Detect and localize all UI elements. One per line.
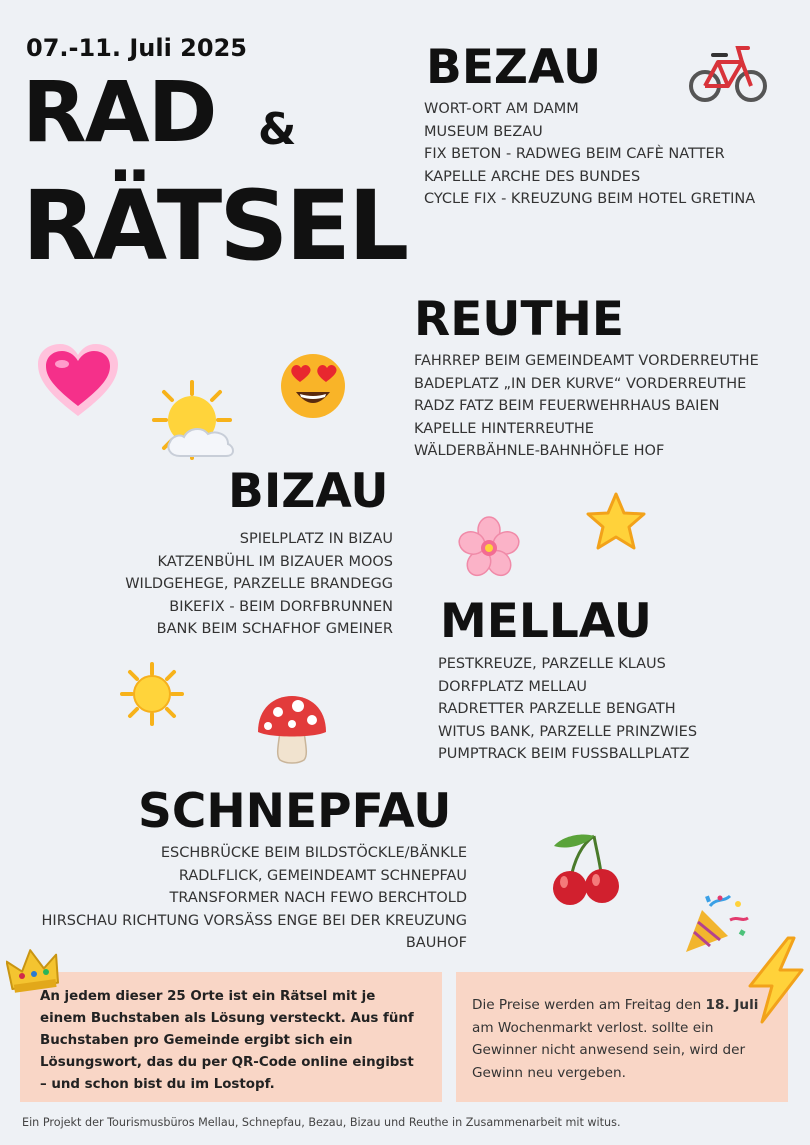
list-item: RADZ FATZ BEIM FEUERWEHRHAUS BAIEN xyxy=(414,398,720,415)
list-item: WILDGEHEGE, PARZELLE BRANDEGG xyxy=(125,576,393,593)
title-raetsel: RÄTSEL xyxy=(22,170,407,282)
heart-eyes-face-icon xyxy=(278,352,348,420)
list-item: BAUHOF xyxy=(405,935,467,952)
list-item: WÄLDERBÄHNLE-BAHNHÖFLE HOF xyxy=(414,443,665,460)
list-item: KAPELLE HINTERREUTHE xyxy=(414,420,594,437)
list-item: BADEPLATZ „IN DER KURVE“ VORDERREUTHE xyxy=(414,375,747,392)
title-ampersand: & xyxy=(258,104,297,155)
list-bizau xyxy=(60,528,393,641)
list-item: KAPELLE ARCHE DES BUNDES xyxy=(424,168,641,185)
section-title-bezau: BEZAU xyxy=(426,40,602,95)
info-prizes-text-1: Die Preise werden am Freitag den xyxy=(472,997,706,1013)
title-rad: RAD xyxy=(22,63,216,161)
info-rules-text: An jedem dieser 25 Orte ist ein Rätsel mit je einem Buchstaben als Lösung versteckt. Aus fünf Buchstaben pro Gemeinde ergibt sich ein Lösungswort, das du per QR-Code online eingibst – und schon bist du im Lostopf. xyxy=(40,989,414,1092)
lightning-icon xyxy=(742,936,808,1024)
section-title-mellau: MELLAU xyxy=(440,594,652,649)
list-item: WORT-ORT AM DAMM xyxy=(424,101,579,117)
section-title-schnepfau: SCHNEPFAU xyxy=(138,784,452,839)
sparkling-heart-icon xyxy=(36,342,120,420)
list-item: KATZENBÜHL IM BIZAUER MOOS xyxy=(157,553,393,570)
mushroom-icon xyxy=(254,692,330,764)
footer-credit: Ein Projekt der Tourismusbüros Mellau, Schnepfau, Bezau, Bizau und Reuthe in Zusammenarbeit mit witus. xyxy=(22,1116,621,1129)
list-bezau xyxy=(424,98,755,211)
cherry-blossom-icon xyxy=(458,516,520,578)
info-box-prizes xyxy=(456,972,788,1102)
list-schnepfau xyxy=(0,842,467,955)
cherries-icon xyxy=(548,830,624,908)
info-prizes-text-2: am Wochenmarkt verlost. sollte ein Gewinner nicht anwesend sein, wird der Gewinn neu vergeben. xyxy=(472,1019,746,1081)
list-item: BIKEFIX - BEIM DORFBRUNNEN xyxy=(169,598,393,615)
party-popper-icon xyxy=(680,892,750,956)
info-box-rules xyxy=(20,972,442,1102)
list-item: TRANSFORMER NACH FEWO BERCHTOLD xyxy=(169,890,467,907)
bicycle-icon xyxy=(688,42,768,104)
list-item: WITUS BANK, PARZELLE PRINZWIES xyxy=(438,723,698,740)
section-title-bizau: BIZAU xyxy=(228,464,389,519)
list-item: RADRETTER PARZELLE BENGATH xyxy=(438,701,676,718)
sun-icon xyxy=(120,662,184,726)
info-prizes-date: 18. Juli xyxy=(705,997,759,1013)
list-item: PESTKREUZE, PARZELLE KLAUS xyxy=(438,656,666,672)
list-mellau xyxy=(438,653,697,766)
event-date: 07.-11. Juli 2025 xyxy=(26,34,247,62)
list-item: FAHRREP BEIM GEMEINDEAMT VORDERREUTHE xyxy=(414,353,759,369)
crown-icon xyxy=(6,946,60,994)
section-title-reuthe: REUTHE xyxy=(414,292,624,347)
list-item: BANK BEIM SCHAFHOF GMEINER xyxy=(156,621,393,638)
list-item: DORFPLATZ MELLAU xyxy=(438,678,588,695)
list-item: RADLFLICK, GEMEINDEAMT SCHNEPFAU xyxy=(178,867,467,884)
list-item: MUSEUM BEZAU xyxy=(424,123,543,140)
list-item: HIRSCHAU RICHTUNG VORSÄSS ENGE BEI DER KREUZUNG xyxy=(41,912,467,929)
list-reuthe xyxy=(414,350,759,463)
list-item: CYCLE FIX - KREUZUNG BEIM HOTEL GRETINA xyxy=(424,191,756,208)
list-item: SPIELPLATZ IN BIZAU xyxy=(239,531,393,547)
list-item: FIX BETON - RADWEG BEIM CAFÈ NATTER xyxy=(424,146,725,163)
list-item: ESCHBRÜCKE BEIM BILDSTÖCKLE/BÄNKLE xyxy=(160,845,467,861)
list-item: PUMPTRACK BEIM FUSSBALLPLATZ xyxy=(438,746,690,763)
star-icon xyxy=(584,490,648,554)
sun-behind-cloud-icon xyxy=(150,380,240,462)
